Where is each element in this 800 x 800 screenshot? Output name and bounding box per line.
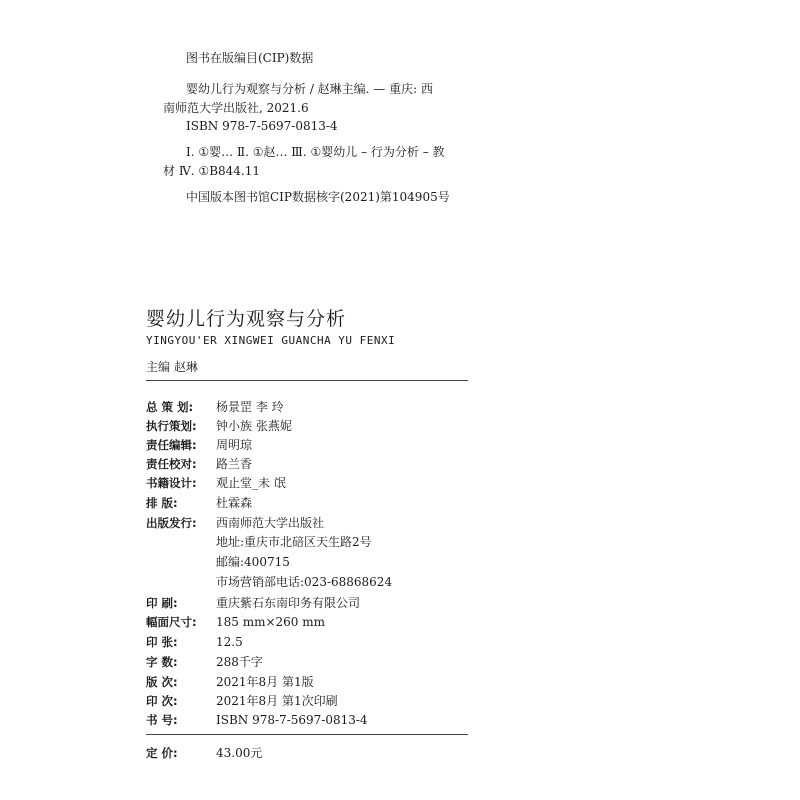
cip-line-4: Ⅰ. ①婴… Ⅱ. ①赵… Ⅲ. ①婴幼儿 – 行为分析 – 教 <box>186 145 445 159</box>
colophon-label: 书 号: <box>146 713 178 727</box>
colophon-row <box>146 634 243 650</box>
colophon-label: 字 数: <box>146 655 178 669</box>
colophon-value: 重庆紫石东南印务有限公司 <box>216 596 361 610</box>
colophon-value: 钟小族 张燕妮 <box>216 419 292 433</box>
colophon-row <box>146 494 252 510</box>
colophon-value: 12.5 <box>216 635 243 649</box>
colophon-value: 西南师范大学出版社 <box>216 516 325 530</box>
colophon-row <box>146 514 324 530</box>
colophon-value: 观止堂_未 氓 <box>216 476 286 490</box>
publisher-postcode: 邮编:400715 <box>216 555 290 569</box>
cip-line-5: 材 Ⅳ. ①B844.11 <box>163 164 260 178</box>
colophon-label: 排 版: <box>146 496 178 510</box>
publisher-address: 地址:重庆市北碚区天生路2号 <box>216 535 372 549</box>
colophon-value: 185 mm×260 mm <box>216 615 326 629</box>
colophon-value: 2021年8月 第1次印刷 <box>216 694 338 708</box>
colophon-value: 288千字 <box>216 655 263 669</box>
cip-line-2: 南师范大学出版社, 2021.6 <box>163 101 309 115</box>
colophon-row <box>146 417 292 433</box>
colophon-label: 执行策划: <box>146 419 197 433</box>
price-value: 43.00元 <box>216 746 263 760</box>
colophon-value: 杜霖森 <box>216 496 253 510</box>
colophon-label: 印 次: <box>146 694 178 708</box>
publisher-phone: 市场营销部电话:023-68868624 <box>216 575 393 589</box>
colophon-label: 印 刷: <box>146 596 178 610</box>
colophon-row <box>146 614 325 630</box>
colophon-label: 幅面尺寸: <box>146 615 197 629</box>
colophon-row <box>146 474 286 490</box>
colophon-label: 责任编辑: <box>146 438 197 452</box>
book-title-pinyin: YINGYOU'ER XINGWEI GUANCHA YU FENXI <box>146 334 396 347</box>
colophon-value: 2021年8月 第1版 <box>216 675 314 689</box>
colophon-value: 路兰香 <box>216 457 253 471</box>
book-title: 婴幼儿行为观察与分析 <box>146 308 347 330</box>
colophon-row <box>146 594 360 610</box>
cip-header: 图书在版编目(CIP)数据 <box>186 51 314 65</box>
cip-line-6: 中国版本图书馆CIP数据核字(2021)第104905号 <box>186 190 450 204</box>
cip-line-1: 婴幼儿行为观察与分析 / 赵琳主编. — 重庆: 西 <box>186 82 433 96</box>
cip-line-3: ISBN 978-7-5697-0813-4 <box>186 119 338 133</box>
colophon-row <box>146 712 368 728</box>
colophon-value: 周明琼 <box>216 438 253 452</box>
colophon-row <box>146 398 284 414</box>
colophon-label: 书籍设计: <box>146 476 197 490</box>
colophon-value: ISBN 978-7-5697-0813-4 <box>216 713 368 727</box>
colophon-row <box>146 653 263 669</box>
editor-line: 主编 赵琳 <box>146 360 198 374</box>
colophon-row <box>146 436 252 452</box>
colophon-value: 杨景罡 李 玲 <box>216 400 284 414</box>
divider-top <box>146 380 468 381</box>
colophon-label: 责任校对: <box>146 457 197 471</box>
colophon-row <box>146 455 252 471</box>
colophon-label: 出版发行: <box>146 516 197 530</box>
price-label: 定 价: <box>146 746 178 760</box>
price-row <box>146 744 262 760</box>
colophon-label: 印 张: <box>146 635 178 649</box>
colophon-row <box>146 673 314 689</box>
colophon-label: 总 策 划: <box>146 400 194 414</box>
colophon-row <box>146 692 338 708</box>
divider-bottom <box>146 734 468 735</box>
colophon-label: 版 次: <box>146 675 178 689</box>
